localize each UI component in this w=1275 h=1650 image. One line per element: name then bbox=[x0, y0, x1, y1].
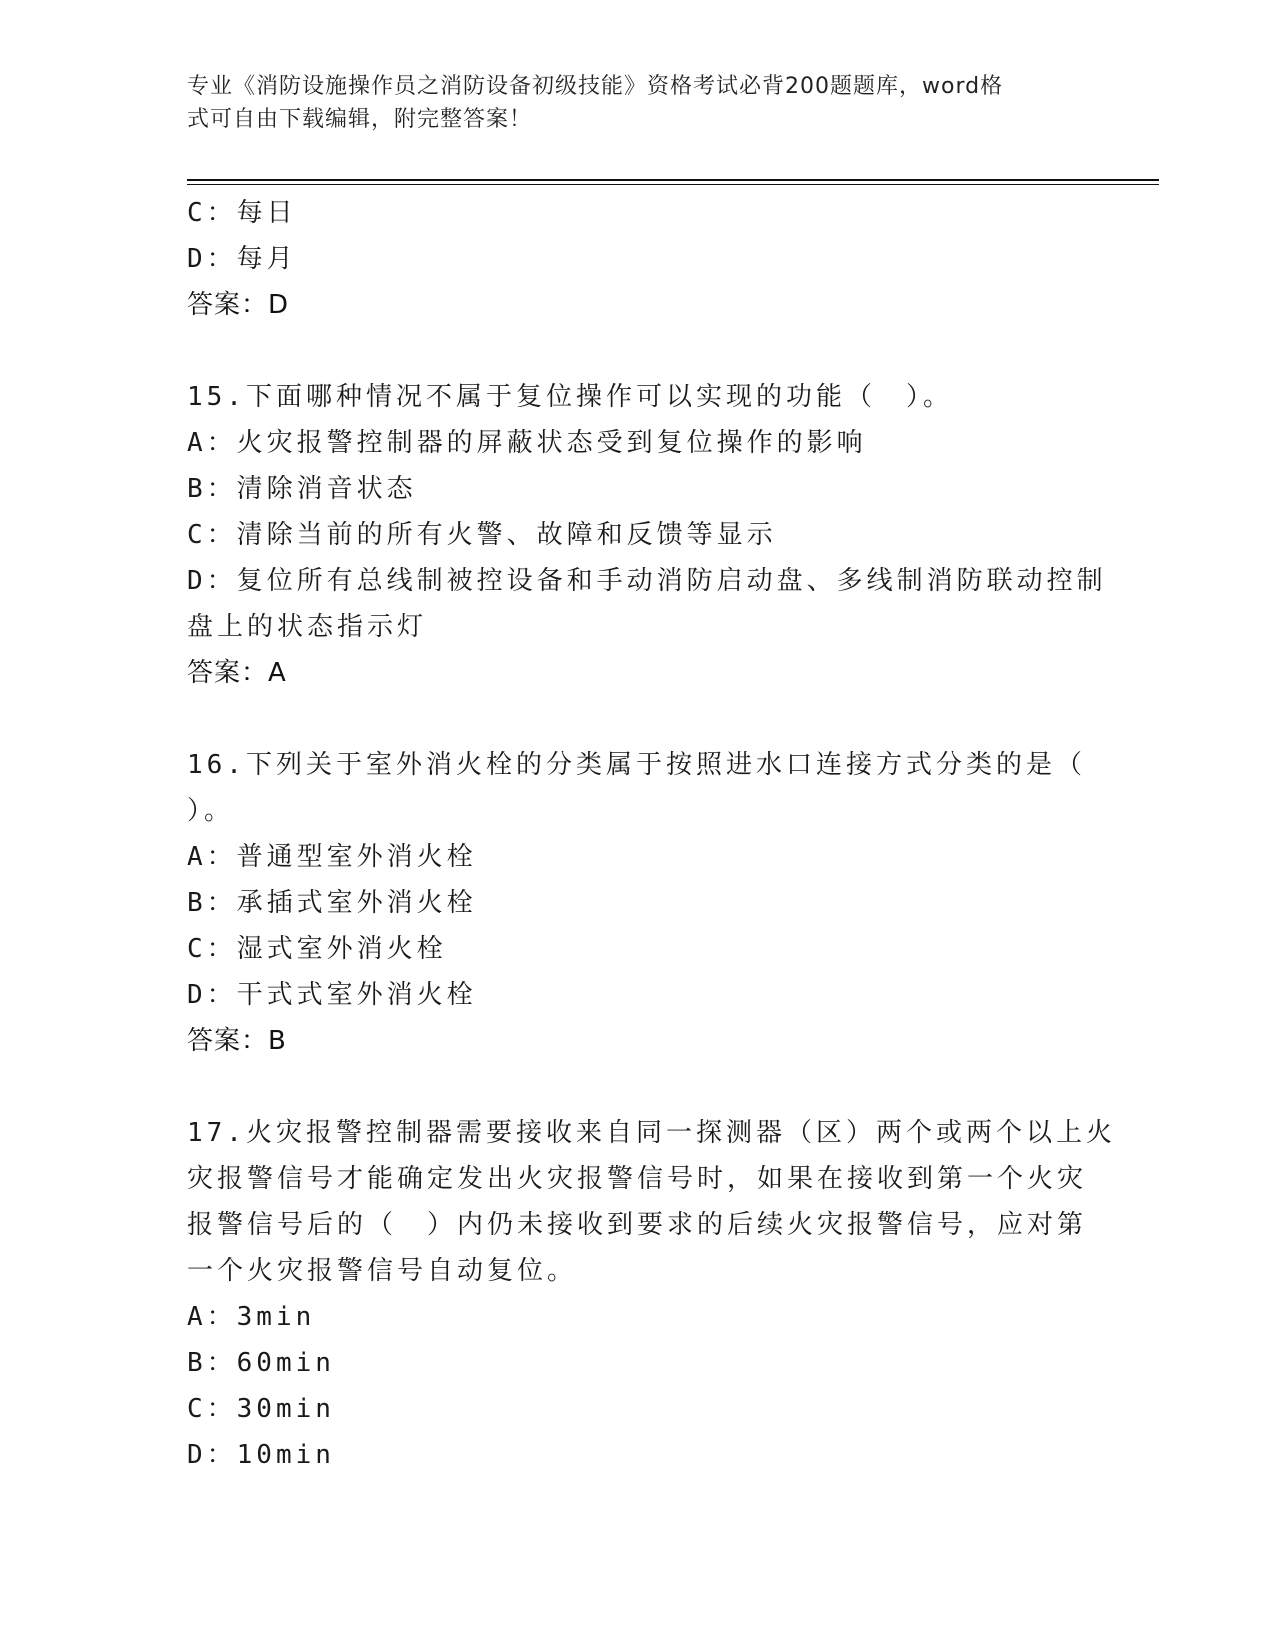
question-text-line-1: 16.下列关于室外消火栓的分类属于按照进水口连接方式分类的是（ bbox=[187, 750, 1086, 780]
question-16 bbox=[187, 742, 1087, 1064]
answer: 答案：A bbox=[187, 658, 287, 688]
option-b: B：承插式室外消火栓 bbox=[187, 888, 477, 918]
question-text-line-1: 17.火灾报警控制器需要接收来自同一探测器（区）两个或两个以上火 bbox=[187, 1118, 1116, 1148]
option-c: C：30min bbox=[187, 1394, 335, 1424]
option-d-line-1: D：复位所有总线制被控设备和手动消防启动盘、多线制消防联动控制 bbox=[187, 566, 1107, 596]
option-c: C：湿式室外消火栓 bbox=[187, 934, 447, 964]
spacer bbox=[187, 1064, 1087, 1110]
question-text-line-3: 报警信号后的（ ）内仍未接收到要求的后续火灾报警信号，应对第 bbox=[187, 1210, 1088, 1240]
answer: 答案：B bbox=[187, 1026, 287, 1056]
question-17 bbox=[187, 1110, 1116, 1478]
option-d: D：每月 bbox=[187, 244, 297, 274]
question-list bbox=[187, 190, 1116, 1478]
answer: 答案：D bbox=[187, 290, 290, 320]
spacer bbox=[187, 328, 1087, 374]
option-a: A：火灾报警控制器的屏蔽状态受到复位操作的影响 bbox=[187, 428, 867, 458]
header-divider-thick bbox=[187, 179, 1159, 181]
question-text-line-2: 灾报警信号才能确定发出火灾报警信号时，如果在接收到第一个火灾 bbox=[187, 1164, 1088, 1194]
option-a: A：3min bbox=[187, 1302, 316, 1332]
option-b: B：清除消音状态 bbox=[187, 474, 417, 504]
header-divider-thin bbox=[187, 184, 1159, 185]
page-header bbox=[187, 70, 1067, 136]
option-d: D：干式式室外消火栓 bbox=[187, 980, 477, 1010]
option-c: C：每日 bbox=[187, 198, 297, 228]
header-title-line-2: 式可自由下载编辑，附完整答案！ bbox=[187, 107, 533, 132]
question-14-tail bbox=[187, 190, 1087, 328]
question-text: 15.下面哪种情况不属于复位操作可以实现的功能（ ）。 bbox=[187, 382, 953, 412]
question-text-line-2: ）。 bbox=[187, 796, 235, 826]
option-a: A：普通型室外消火栓 bbox=[187, 842, 477, 872]
question-15 bbox=[187, 374, 1107, 696]
option-b: B：60min bbox=[187, 1348, 335, 1378]
option-d: D：10min bbox=[187, 1440, 335, 1470]
option-c: C：清除当前的所有火警、故障和反馈等显示 bbox=[187, 520, 777, 550]
header-title-line-1: 专业《消防设施操作员之消防设备初级技能》资格考试必背200题题库，word格 bbox=[187, 74, 1004, 99]
option-d-line-2: 盘上的状态指示灯 bbox=[187, 612, 428, 642]
spacer bbox=[187, 696, 1087, 742]
question-text-line-4: 一个火灾报警信号自动复位。 bbox=[187, 1256, 578, 1286]
